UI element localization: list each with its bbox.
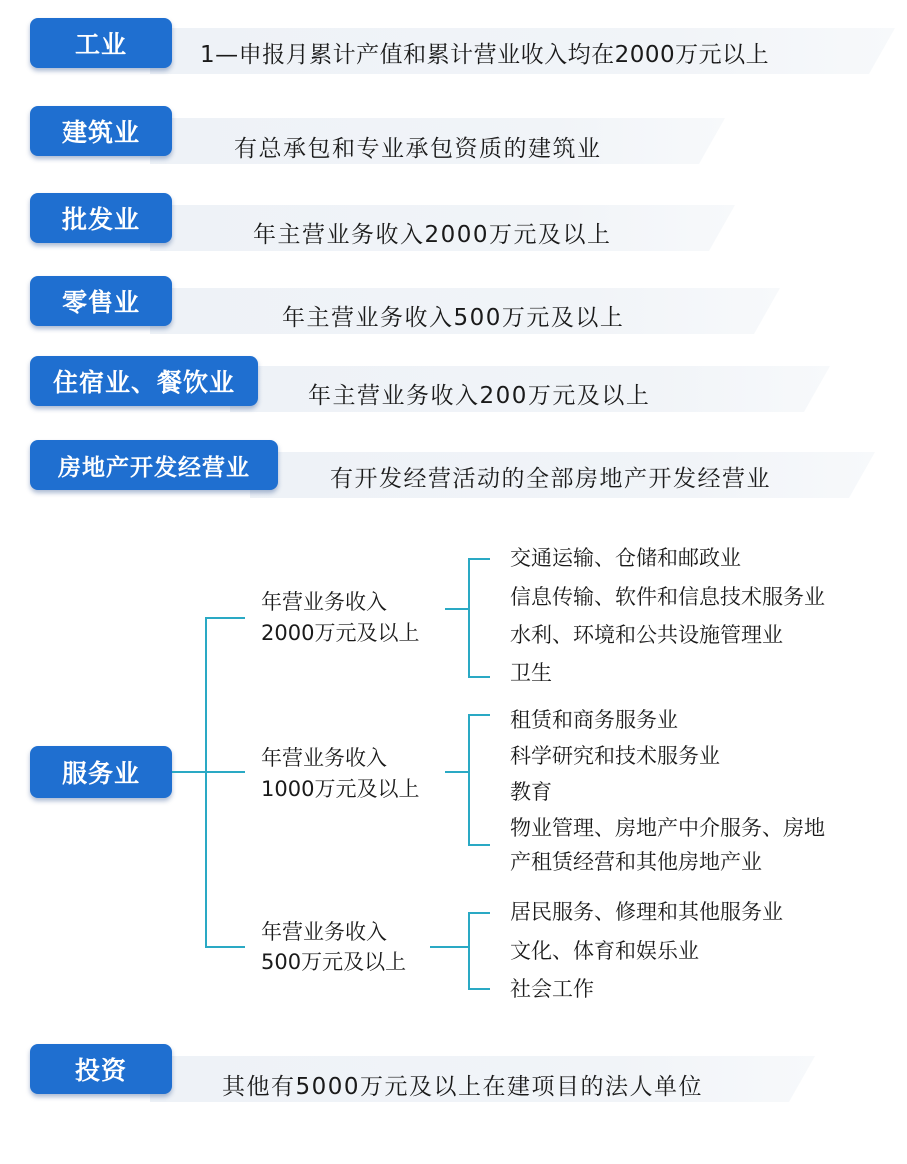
- connector-line: [468, 844, 490, 846]
- connector-line: [172, 771, 205, 773]
- service-item: 信息传输、软件和信息技术服务业: [510, 585, 825, 609]
- category-desc: 有开发经营活动的全部房地产开发经营业: [330, 466, 771, 492]
- service-item: 水利、环境和公共设施管理业: [510, 623, 783, 647]
- connector-line: [468, 988, 490, 990]
- threshold-line2: 500万元及以上: [261, 950, 407, 974]
- threshold-line2: 2000万元及以上: [261, 621, 420, 645]
- category-tag: 房地产开发经营业: [30, 440, 278, 490]
- connector-line: [445, 608, 470, 610]
- connector-line: [205, 617, 245, 619]
- service-item: 科学研究和技术服务业: [510, 744, 720, 768]
- threshold-line1: 年营业务收入: [261, 920, 387, 944]
- category-desc: 1—申报月累计产值和累计营业收入均在2000万元以上: [200, 42, 770, 68]
- threshold-line1: 年营业务收入: [261, 590, 387, 614]
- service-item: 文化、体育和娱乐业: [510, 939, 699, 963]
- category-desc: 年主营业务收入500万元及以上: [282, 305, 625, 331]
- category-tag: 零售业: [30, 276, 172, 326]
- category-desc: 其他有5000万元及以上在建项目的法人单位: [222, 1074, 704, 1100]
- service-item: 卫生: [510, 661, 552, 685]
- connector-line: [468, 912, 470, 990]
- connector-line: [205, 946, 245, 948]
- threshold-line1: 年营业务收入: [261, 746, 387, 770]
- service-item: 教育: [510, 780, 552, 804]
- connector-line: [468, 676, 490, 678]
- connector-line: [468, 912, 490, 914]
- connector-line: [468, 558, 490, 560]
- service-tag: 服务业: [30, 746, 172, 798]
- connector-line: [468, 714, 470, 846]
- service-item: 社会工作: [510, 977, 594, 1001]
- category-tag: 投资: [30, 1044, 172, 1094]
- category-tag: 工业: [30, 18, 172, 68]
- category-desc: 年主营业务收入2000万元及以上: [253, 222, 612, 248]
- service-item: 租赁和商务服务业: [510, 708, 678, 732]
- connector-line: [468, 558, 470, 678]
- category-desc: 有总承包和专业承包资质的建筑业: [234, 136, 602, 162]
- category-desc: 年主营业务收入200万元及以上: [308, 383, 651, 409]
- service-item: 交通运输、仓储和邮政业: [510, 546, 741, 570]
- service-item: 产租赁经营和其他房地产业: [510, 850, 762, 874]
- service-item: 居民服务、修理和其他服务业: [510, 900, 783, 924]
- connector-line: [430, 946, 470, 948]
- connector-line: [205, 617, 207, 947]
- connector-line: [445, 771, 470, 773]
- category-tag: 建筑业: [30, 106, 172, 156]
- threshold-line2: 1000万元及以上: [261, 777, 420, 801]
- connector-line: [468, 714, 490, 716]
- connector-line: [205, 771, 245, 773]
- category-tag: 批发业: [30, 193, 172, 243]
- category-tag: 住宿业、餐饮业: [30, 356, 258, 406]
- service-item: 物业管理、房地产中介服务、房地: [510, 816, 825, 840]
